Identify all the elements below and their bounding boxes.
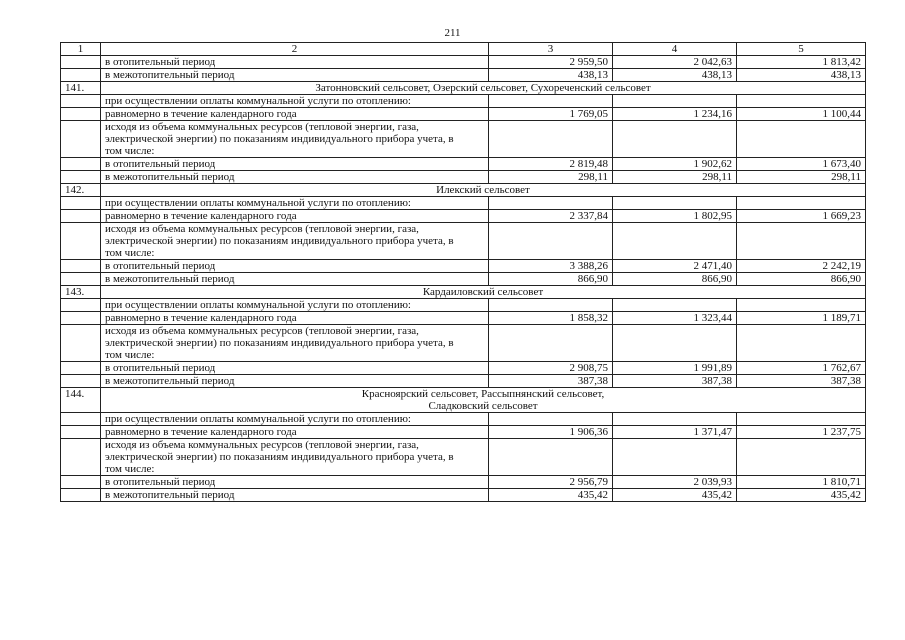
row-number-cell [61, 273, 101, 286]
row-label: в отопительный период [101, 260, 489, 273]
row-number-cell [61, 223, 101, 260]
value-col-5: 298,11 [737, 171, 866, 184]
empty-cell [737, 325, 866, 362]
row-number-cell [61, 325, 101, 362]
value-col-3: 1 769,05 [489, 108, 613, 121]
row-label: исходя из объема коммунальных ресурсов (тепловой энергии, газа, электрической энергии) по показаниям индивидуального прибора учета, в том числе: [101, 121, 489, 158]
row-label: при осуществлении оплаты коммунальной услуги по отоплению: [101, 197, 489, 210]
row-label: при осуществлении оплаты коммунальной услуги по отоплению: [101, 299, 489, 312]
empty-cell [489, 121, 613, 158]
empty-cell [737, 439, 866, 476]
row-label: равномерно в течение календарного года [101, 210, 489, 223]
section-title [101, 388, 866, 413]
value-col-5: 1 810,71 [737, 476, 866, 489]
value-col-3: 435,42 [489, 489, 613, 502]
row-number-cell [61, 312, 101, 325]
value-col-4: 438,13 [613, 69, 737, 82]
row-number-cell [61, 121, 101, 158]
empty-cell [613, 439, 737, 476]
value-col-5: 1 237,75 [737, 426, 866, 439]
row-number-cell [61, 375, 101, 388]
empty-cell [737, 223, 866, 260]
row-label: исходя из объема коммунальных ресурсов (тепловой энергии, газа, электрической энергии) по показаниям индивидуального прибора учета, в том числе: [101, 439, 489, 476]
value-col-3: 3 388,26 [489, 260, 613, 273]
table-row [61, 489, 866, 502]
table-row [61, 158, 866, 171]
table-header-row [61, 43, 866, 56]
table-row [61, 69, 866, 82]
value-col-4: 387,38 [613, 375, 737, 388]
table-row [61, 260, 866, 273]
column-header-2: 2 [101, 43, 489, 56]
row-number-cell [61, 171, 101, 184]
empty-cell [489, 95, 613, 108]
table-row [61, 108, 866, 121]
row-number-cell [61, 56, 101, 69]
row-number-cell [61, 413, 101, 426]
value-col-5: 2 242,19 [737, 260, 866, 273]
section-title-line: Сладковский сельсовет [428, 400, 538, 412]
section-number: 141. [61, 82, 101, 95]
value-col-3: 2 337,84 [489, 210, 613, 223]
row-number-cell [61, 197, 101, 210]
section-header-row [61, 82, 866, 95]
value-col-4: 298,11 [613, 171, 737, 184]
value-col-4: 2 039,93 [613, 476, 737, 489]
row-label: равномерно в течение календарного года [101, 426, 489, 439]
row-number-cell [61, 69, 101, 82]
empty-cell [737, 121, 866, 158]
table-row [61, 375, 866, 388]
section-header-row [61, 388, 866, 413]
section-number: 144. [61, 388, 101, 413]
table-row [61, 362, 866, 375]
section-title-line: Кардаиловский сельсовет [422, 286, 544, 298]
table-row [61, 197, 866, 210]
row-number-cell [61, 476, 101, 489]
value-col-3: 2 956,79 [489, 476, 613, 489]
empty-cell [737, 197, 866, 210]
empty-cell [489, 223, 613, 260]
empty-cell [613, 197, 737, 210]
empty-cell [489, 413, 613, 426]
row-label: при осуществлении оплаты коммунальной услуги по отоплению: [101, 413, 489, 426]
table-row [61, 325, 866, 362]
section-number: 142. [61, 184, 101, 197]
row-number-cell [61, 210, 101, 223]
value-col-5: 1 669,23 [737, 210, 866, 223]
empty-cell [613, 223, 737, 260]
value-col-3: 1 858,32 [489, 312, 613, 325]
value-col-5: 866,90 [737, 273, 866, 286]
column-header-1: 1 [61, 43, 101, 56]
value-col-4: 2 471,40 [613, 260, 737, 273]
row-label: в отопительный период [101, 362, 489, 375]
table-row [61, 171, 866, 184]
column-header-5: 5 [737, 43, 866, 56]
table-row [61, 273, 866, 286]
value-col-5: 1 673,40 [737, 158, 866, 171]
column-header-3: 3 [489, 43, 613, 56]
section-title-line: Илекский сельсовет [436, 184, 530, 196]
empty-cell [737, 413, 866, 426]
value-col-3: 866,90 [489, 273, 613, 286]
empty-cell [613, 299, 737, 312]
empty-cell [613, 413, 737, 426]
section-title-line: Затонновский сельсовет, Озерский сельсовет, Сухореченский сельсовет [315, 82, 651, 94]
section-title [101, 184, 866, 197]
row-number-cell [61, 439, 101, 476]
table-row [61, 223, 866, 260]
page-number: 211 [444, 27, 461, 39]
row-number-cell [61, 260, 101, 273]
value-col-3: 387,38 [489, 375, 613, 388]
section-title [101, 286, 866, 299]
value-col-3: 298,11 [489, 171, 613, 184]
value-col-4: 2 042,63 [613, 56, 737, 69]
value-col-3: 2 819,48 [489, 158, 613, 171]
table-row [61, 476, 866, 489]
row-label: в межотопительный период [101, 375, 489, 388]
value-col-4: 1 991,89 [613, 362, 737, 375]
table-row [61, 312, 866, 325]
value-col-4: 1 234,16 [613, 108, 737, 121]
value-col-3: 2 908,75 [489, 362, 613, 375]
empty-cell [613, 325, 737, 362]
value-col-5: 1 100,44 [737, 108, 866, 121]
row-label: исходя из объема коммунальных ресурсов (тепловой энергии, газа, электрической энергии) по показаниям индивидуального прибора учета, в том числе: [101, 223, 489, 260]
row-label: равномерно в течение календарного года [101, 312, 489, 325]
row-number-cell [61, 362, 101, 375]
empty-cell [737, 299, 866, 312]
table-row [61, 121, 866, 158]
value-col-4: 866,90 [613, 273, 737, 286]
row-label: в межотопительный период [101, 69, 489, 82]
section-number: 143. [61, 286, 101, 299]
empty-cell [489, 299, 613, 312]
value-col-4: 1 323,44 [613, 312, 737, 325]
section-header-row [61, 184, 866, 197]
row-label: в межотопительный период [101, 171, 489, 184]
row-number-cell [61, 108, 101, 121]
empty-cell [737, 95, 866, 108]
table-row [61, 299, 866, 312]
row-label: в межотопительный период [101, 273, 489, 286]
empty-cell [489, 439, 613, 476]
section-title-line: Красноярский сельсовет, Рассыпнянский сельсовет, [361, 388, 605, 400]
row-number-cell [61, 95, 101, 108]
row-label: в межотопительный период [101, 489, 489, 502]
value-col-3: 1 906,36 [489, 426, 613, 439]
row-number-cell [61, 489, 101, 502]
column-header-4: 4 [613, 43, 737, 56]
value-col-4: 1 802,95 [613, 210, 737, 223]
empty-cell [489, 325, 613, 362]
value-col-3: 2 959,50 [489, 56, 613, 69]
empty-cell [489, 197, 613, 210]
value-col-5: 435,42 [737, 489, 866, 502]
value-col-4: 1 902,62 [613, 158, 737, 171]
empty-cell [613, 121, 737, 158]
empty-cell [613, 95, 737, 108]
table-row [61, 439, 866, 476]
table-row [61, 210, 866, 223]
value-col-5: 438,13 [737, 69, 866, 82]
value-col-5: 1 762,67 [737, 362, 866, 375]
row-label: в отопительный период [101, 158, 489, 171]
tariff-table [60, 42, 866, 502]
row-number-cell [61, 426, 101, 439]
value-col-4: 435,42 [613, 489, 737, 502]
row-label: при осуществлении оплаты коммунальной услуги по отоплению: [101, 95, 489, 108]
row-label: исходя из объема коммунальных ресурсов (тепловой энергии, газа, электрической энергии) по показаниям индивидуального прибора учета, в том числе: [101, 325, 489, 362]
row-number-cell [61, 158, 101, 171]
value-col-3: 438,13 [489, 69, 613, 82]
section-header-row [61, 286, 866, 299]
row-number-cell [61, 299, 101, 312]
value-col-5: 1 189,71 [737, 312, 866, 325]
row-label: в отопительный период [101, 56, 489, 69]
value-col-5: 1 813,42 [737, 56, 866, 69]
table-row [61, 426, 866, 439]
value-col-4: 1 371,47 [613, 426, 737, 439]
table-row [61, 56, 866, 69]
row-label: равномерно в течение календарного года [101, 108, 489, 121]
section-title [101, 82, 866, 95]
row-label: в отопительный период [101, 476, 489, 489]
table-row [61, 413, 866, 426]
table-row [61, 95, 866, 108]
value-col-5: 387,38 [737, 375, 866, 388]
